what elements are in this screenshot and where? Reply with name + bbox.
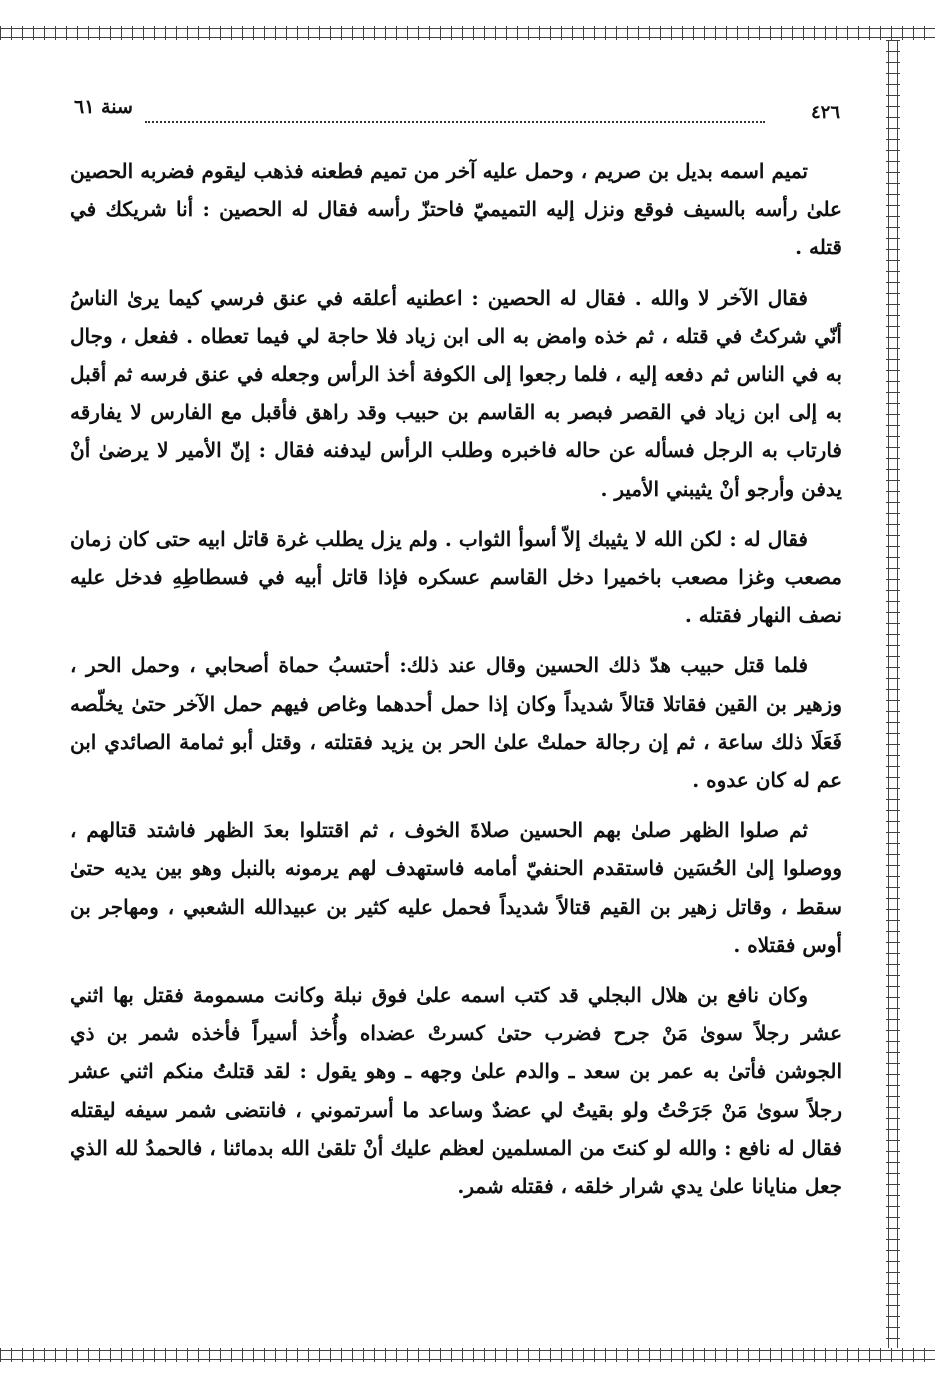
bottom-chain-border	[0, 1348, 935, 1362]
paragraph-4: فلما قتل حبيب هدّ ذلك الحسين وقال عند ذلك: أحتسبُ حماة أصحابي ، وحمل الحر ، وزهير بن القين فقاتلا قتالاً شديداً وكان إذا حمل أحدهما وغاص فيهم حمل الآخر حتىٰ يخلّصه فَعَلَا ذلك ساعة ، ثم إن رجالة حملتْ علىٰ الحر بن يزيد فقتلته ، وقتل أبو ثمامة الصائدي ابن عم له كان عدوه .	[70, 653, 842, 793]
running-header-year: سنة ٦١	[74, 96, 133, 118]
header-dotted-rule	[145, 121, 765, 123]
right-chain-border	[886, 40, 900, 1348]
paragraph-3: فقال له : لكن الله لا يثيبك إلاّ أسوأ الثواب . ولم يزل يطلب غرة قاتل ابيه حتى كان زمان مصعب وغزا مصعب باخميرا دخل القاسم عسكره فإذا قاتل أبيه في فسطاطِهِ فدخل عليه نصف النهار فقتله .	[70, 526, 842, 628]
paragraph-6: وكان نافع بن هلال البجلي قد كتب اسمه علىٰ فوق نبلة وكانت مسمومة فقتل بها اثني عشر رجلاً سوىٰ مَنْ جرح فضرب حتىٰ كسرتْ عضداه وأُخذ أسيراً فأخذه شمر بن ذي الجوشن فأتىٰ به عمر بن سعد ـ والدم علىٰ وجهه ـ وهو يقول : لقد قتلتُ منكم اثني عشر رجلاً سوىٰ مَنْ جَرَحْتُ ولو بقيتُ لي عضدٌ وساعد ما أسرتموني ، فانتضى شمر سيفه ليقتله فقال له نافع : والله لو كنتَ من المسلمين لعظم عليك أنْ تلقىٰ الله بدمائنا ، فالحمدُ لله الذي جعل منايانا علىٰ يدي شرار خلقه ، فقتله شمر.	[70, 983, 842, 1199]
paragraph-1: تميم اسمه بديل بن صريم ، وحمل عليه آخر من تميم فطعنه فذهب ليقوم فضربه الحصين علىٰ رأسه بالسيف فوقع ونزل إليه التميميّ فاحتزّ رأسه فقال له الحصين : أنا شريكك في قتله .	[70, 159, 842, 260]
page-number: ٤٢٦	[810, 102, 840, 123]
paragraph-5: ثم صلوا الظهر صلىٰ بهم الحسين صلاةَ الخوف ، ثم اقتتلوا بعدَ الظهر فاشتد قتالهم ، ووصلوا إلىٰ الحُسَين فاستقدم الحنفيّ أمامه فاستهدف لهم يرمونه بالنبل وهو بين يديه حتىٰ سقط ، وقاتل زهير بن القيم قتالاً شديداً فحمل عليه كثير بن عبيدالله الشعبي ، ومهاجر بن أوس فقتلاه .	[70, 818, 842, 957]
top-chain-border	[0, 26, 935, 40]
body-text	[70, 152, 842, 1205]
paragraph-2: فقال الآخر لا والله . فقال له الحصين : اعطنيه أعلقه في عنق فرسي كيما يرىٰ الناسُ أنّي شركتُ في قتله ، ثم خذه وامض به الى ابن زياد فلا حاجة لي فيما تعطاه . ففعل ، وجال به في الناس ثم دفعه إليه ، فلما رجعوا إلى الكوفة أخذ الرأس وجعله في عنق فرسه ثم أقبل به إلى ابن زياد في القصر فبصر به القاسم بن حبيب وقد راهق فأقبل مع الفارس لا يفارقه فارتاب به الرجل فسأله عن حاله فاخبره وطلب الرأس ليدفنه فقال : إنّ الأمير لا يرضىٰ أنْ يدفن وأرجو أنْ يثيبني الأمير .	[70, 285, 842, 501]
